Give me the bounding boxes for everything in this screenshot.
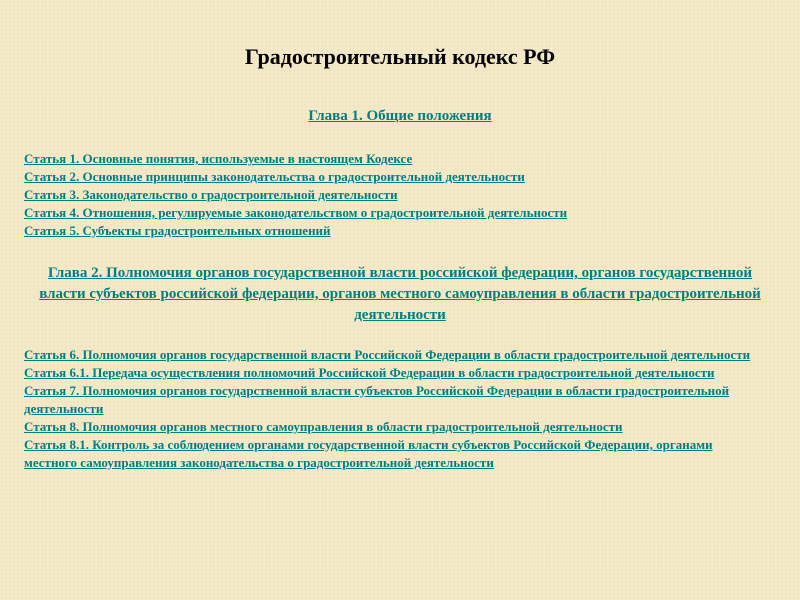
article-6-1-link[interactable]: Статья 6.1. Передача осуществления полномочий Российской Федерации в области градостроительной деятельности [24, 365, 715, 380]
article-7-link[interactable]: Статья 7. Полномочия органов государственной власти субъектов Российской Федерации в области градостроительной деятельности [24, 383, 730, 416]
chapter-1-link[interactable]: Глава 1. Общие положения [308, 108, 492, 124]
article-4-link[interactable]: Статья 4. Отношения, регулируемые законодательством о градостроительной деятельности [24, 205, 568, 220]
page-title: Градостроительный кодекс РФ [244, 44, 556, 69]
chapter-1-article-list [24, 150, 764, 240]
article-3-link[interactable]: Статья 3. Законодательство о градостроительной деятельности [24, 187, 398, 202]
article-2-link[interactable]: Статья 2. Основные принципы законодательства о градостроительной деятельности [24, 169, 525, 184]
article-8-link[interactable]: Статья 8. Полномочия органов местного самоуправления в области градостроительной деятельности [24, 419, 623, 434]
chapter-2-article-list [24, 346, 764, 472]
chapter-2-link[interactable]: Глава 2. Полномочия органов государственной власти российской федерации, органов государственной власти субъектов российской федерации, органов местного самоуправления в области градостроительной деятельности [39, 265, 761, 323]
article-5-link[interactable]: Статья 5. Субъекты градостроительных отношений [24, 223, 331, 238]
article-8-1-link[interactable]: Статья 8.1. Контроль за соблюдением органами государственной власти субъектов Российской Федерации, органами местного самоуправления законодательства о градостроительной деятельности [24, 437, 713, 470]
article-1-link[interactable]: Статья 1. Основные понятия, используемые в настоящем Кодексе [24, 151, 413, 166]
article-6-link[interactable]: Статья 6. Полномочия органов государственной власти Российской Федерации в области градостроительной деятельности [24, 347, 751, 362]
